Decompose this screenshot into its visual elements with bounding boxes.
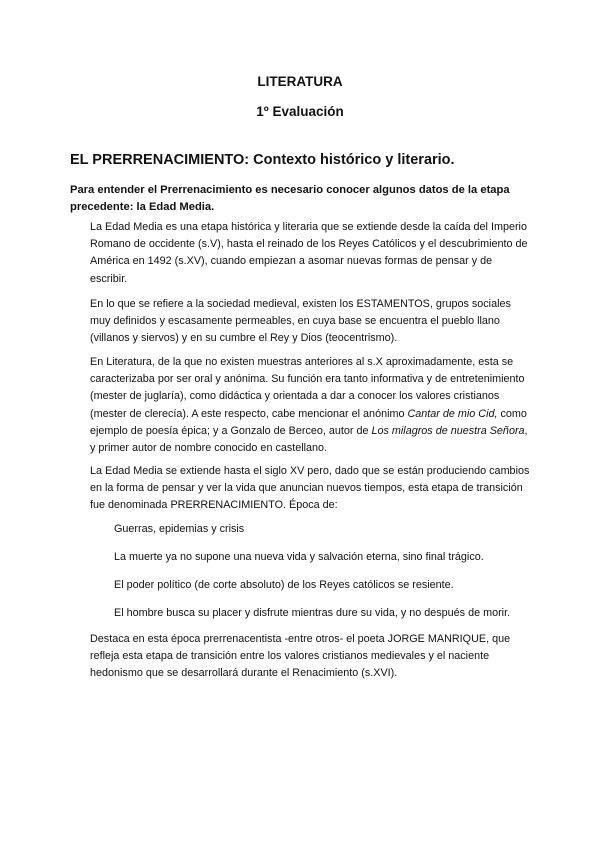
intro-paragraph: Para entender el Prerrenacimiento es necesario conocer algunos datos de la etapa precedente: la Edad Media. — [70, 184, 510, 213]
paragraph-literatura-text-c: , y primer autor de nombre conocido en castellano. — [90, 424, 528, 455]
paragraph-literatura-text-a: En Literatura, de la que no existen muestras anteriores al s.X aproximadamente, esta se caracterizaba por ser oral y anónima. Su función era tanto informativa y de entretenimiento (mester de juglaría), como didáctica y orientada a dar a conocer los valores cristianos (mester de clerecía). A este respecto, cabe mencionar el anónimo — [90, 356, 525, 420]
paragraph-estamentos: En lo que se refiere a la sociedad medieval, existen los ESTAMENTOS, grupos sociales muy definidos y escasamente permeables, en cuya base se encuentra el pueblo llano (villanos y siervos) y en su cumbre el Rey y Dios (teocentrismo). — [90, 298, 511, 345]
paragraph-prerrenacimiento: La Edad Media se extiende hasta el siglo XV pero, dado que se están produciendo cambios en la forma de pensar y ver la vida que anuncian nuevos tiempos, esta etapa de transición fue denominada PRERRENACIMIENTO. Época de: — [90, 465, 530, 512]
section-heading: EL PRERRENACIMIENTO: Contexto histórico y literario. — [70, 152, 455, 168]
paragraph-literatura-text-b: como ejemplo de poesía épica; y a Gonzalo de Berceo, autor de — [90, 407, 527, 437]
list-item: El poder político (de corte absoluto) de los Reyes católicos se resiente. — [114, 579, 454, 591]
paragraph-jorge-manrique: Destaca en esta época prerrenacentista -entre otros- el poeta JORGE MANRIQUE, que refleja esta etapa de transición entre los valores cristianos medievales y el naciente hedonismo que se desarrollará durante el Renacimiento (s.XVI). — [90, 633, 511, 680]
paragraph-edad-media: La Edad Media es una etapa histórica y literaria que se extiende desde la caída del Imperio Romano de occidente (s.V), hasta el reinado de los Reyes Católicos y el descubrimiento de América en 1492 (s.XV), cuando empiezan a asomar nuevas formas de pensar y de escribir. — [90, 221, 528, 285]
list-item: Guerras, epidemias y crisis — [114, 523, 245, 535]
document-subtitle: 1º Evaluación — [256, 104, 344, 119]
list-item: La muerte ya no supone una nueva vida y salvación eterna, sino final trágico. — [114, 551, 484, 563]
document-title: LITERATURA — [257, 74, 343, 89]
work-title-milagros: Los milagros de nuestra Señora — [371, 424, 525, 437]
list-item: El hombre busca su placer y disfrute mientras dure su vida, y no después de morir. — [114, 607, 511, 619]
paragraph-literatura — [90, 354, 530, 457]
work-title-cantar-mio-cid: Cantar de mio Cid, — [407, 407, 498, 420]
